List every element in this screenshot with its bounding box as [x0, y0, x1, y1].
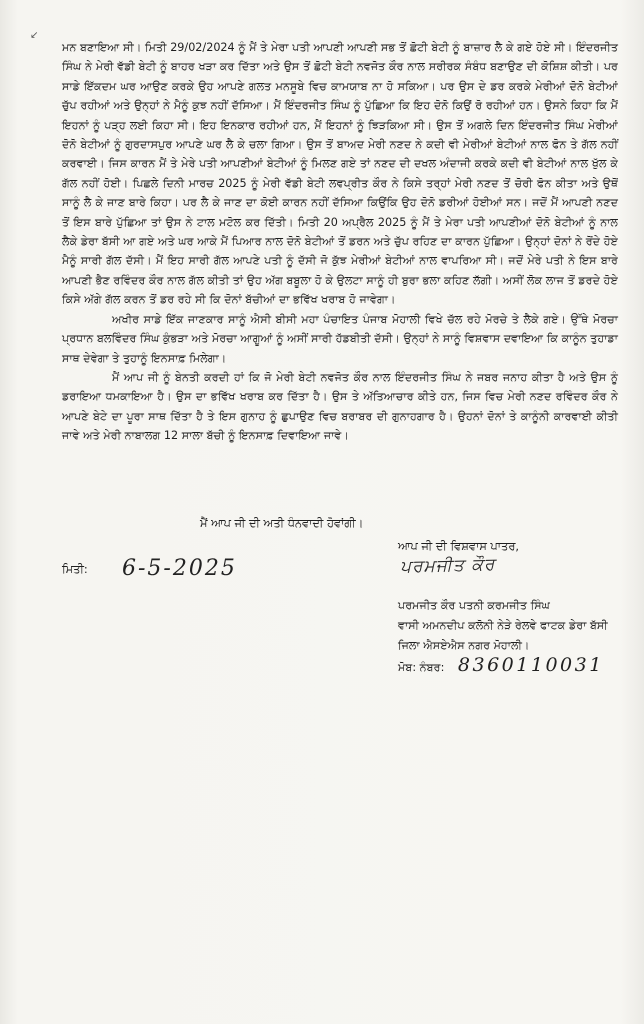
yours-faithfully: ਆਪ ਜੀ ਦੀ ਵਿਸ਼ਵਾਸ ਪਾਤਰ, — [398, 539, 519, 553]
sender-block — [398, 596, 628, 656]
closing-line: ਮੈਂ ਆਪ ਜੀ ਦੀ ਅਤੀ ਧੰਨਵਾਦੀ ਹੋਵਾਂਗੀ। — [200, 516, 364, 530]
sender-address-2: ਜਿਲਾ ਐਸਏਐਸ ਨਗਰ ਮੋਹਾਲੀ। — [398, 639, 530, 652]
mobile-label: ਮੋਬ: ਨੰਬਰ: — [398, 661, 445, 674]
handwritten-date: 6-5-2025 — [122, 556, 237, 581]
letter-body — [62, 38, 618, 446]
paragraph-3: ਮੈਂ ਆਪ ਜੀ ਨੂੰ ਬੇਨਤੀ ਕਰਦੀ ਹਾਂ ਕਿ ਜੋ ਮੇਰੀ ਬੇਟੀ ਨਵਜੋਤ ਕੌਰ ਨਾਲ ਇੰਦਰਜੀਤ ਸਿੰਘ ਨੇ ਜਬਰ ਜਨਾਹ ਕੀਤਾ ਹੈ ਅਤੇ ਉਸ ਨੂੰ ਡਰਾਇਆ ਧਮਕਾਇਆ ਹੈ। ਉਸ ਦਾ ਭਵਿੱਖ ਖਰਾਬ ਕਰ ਦਿੱਤਾ ਹੈ। ਉਸ ਤੇ ਅੱਤਿਆਚਾਰ ਕੀਤੇ ਹਨ, ਜਿਸ ਵਿਚ ਮੇਰੀ ਨਣਦ ਰਵਿੰਦਰ ਕੌਰ ਨੇ ਆਪਣੇ ਬੇਟੇ ਦਾ ਪੂਰਾ ਸਾਥ ਦਿੱਤਾ ਹੈ ਤੇ ਇਸ ਗੁਨਾਹ ਨੂੰ ਛੁਪਾਉਣ ਵਿਚ ਬਰਾਬਰ ਦੀ ਗੁਨਾਹਗਾਰ ਹੈ। ਉਹਨਾਂ ਦੋਨਾਂ ਤੇ ਕਾਨੂੰਨੀ ਕਾਰਵਾਈ ਕੀਤੀ ਜਾਵੇ ਅਤੇ ਮੇਰੀ ਨਾਬਾਲਗ 12 ਸਾਲਾ ਬੱਚੀ ਨੂੰ ਇਨਸਾਫ਼ ਦਿਵਾਇਆ ਜਾਵੇ। — [62, 370, 618, 443]
date-label: ਮਿਤੀ: — [62, 562, 88, 576]
margin-mark: ↙ — [30, 30, 39, 41]
paragraph-2: ਅਖੀਰ ਸਾਡੇ ਇੱਕ ਜਾਣਕਾਰ ਸਾਨੂੰ ਐਸੀ ਬੀਸੀ ਮਹਾ ਪੰਚਾਇਤ ਪੰਜਾਬ ਮੋਹਾਲੀ ਵਿਖੇ ਚੱਲ ਰਹੇ ਮੋਰਚੇ ਤੇ ਲੈਕੇ ਗਏ। ਉੱਥੇ ਮੋਰਚਾ ਪ੍ਰਧਾਨ ਬਲਵਿੰਦਰ ਸਿੰਘ ਕੁੰਭੜਾ ਅਤੇ ਮੋਰਚਾ ਆਗੂਆਂ ਨੂੰ ਅਸੀਂ ਸਾਰੀ ਹੱਡਬੀਤੀ ਦੱਸੀ। ਉਨ੍ਹਾਂ ਨੇ ਸਾਨੂੰ ਵਿਸ਼ਵਾਸ ਦਵਾਇਆ ਕਿ ਕਾਨੂੰਨ ਤੁਹਾਡਾ ਸਾਥ ਦੇਵੇਗਾ ਤੇ ਤੁਹਾਨੂੰ ਇਨਸਾਫ਼ ਮਿਲੇਗਾ। — [62, 312, 618, 365]
mobile-number: 8360110031 — [457, 654, 604, 676]
sender-name: ਪਰਮਜੀਤ ਕੌਰ ਪਤਨੀ ਕਰਮਜੀਤ ਸਿੰਘ — [398, 599, 551, 612]
mobile-row — [398, 654, 604, 676]
paragraph-1: ਮਨ ਬਣਾਇਆ ਸੀ। ਮਿਤੀ 29/02/2024 ਨੂੰ ਮੈਂ ਤੇ ਮੇਰਾ ਪਤੀ ਆਪਣੀ ਆਪਣੀ ਸਭ ਤੋਂ ਛੋਟੀ ਬੇਟੀ ਨੂੰ ਬਾਜ਼ਾਰ ਲੈ ਕੇ ਗਏ ਹੋਏ ਸੀ। ਇੰਦਰਜੀਤ ਸਿੰਘ ਨੇ ਮੇਰੀ ਵੱਡੀ ਬੇਟੀ ਨੂੰ ਬਾਹਰ ਖੜਾ ਕਰ ਦਿੱਤਾ ਅਤੇ ਉਸ ਤੋਂ ਛੋਟੀ ਬੇਟੀ ਨਵਜੋਤ ਕੌਰ ਨਾਲ ਸਰੀਰਕ ਸੰਬੰਧ ਬਣਾਉਣ ਦੀ ਕੋਸ਼ਿਸ਼ ਕੀਤੀ। ਪਰ ਸਾਡੇ ਇੱਕਦਮ ਘਰ ਆਉਣ ਕਰਕੇ ਉਹ ਆਪਣੇ ਗਲਤ ਮਨਸੂਬੇ ਵਿਚ ਕਾਮਯਾਬ ਨਾ ਹੋ ਸਕਿਆ। ਪਰ ਉਸ ਦੇ ਡਰ ਕਰਕੇ ਮੇਰੀਆਂ ਦੋਨੋ ਬੇਟੀਆਂ ਚੁੱਪ ਰਹੀਆਂ ਅਤੇ ਉਨ੍ਹਾਂ ਨੇ ਮੈਨੂੰ ਕੁਝ ਨਹੀਂ ਦੱਸਿਆ। ਮੈਂ ਇੰਦਰਜੀਤ ਸਿੰਘ ਨੂੰ ਪੁੱਛਿਆ ਕਿ ਇਹ ਦੋਨੋ ਕਿਉਂ ਰੋ ਰਹੀਆਂ ਹਨ। ਉਸਨੇ ਕਿਹਾ ਕਿ ਮੈਂ ਇਹਨਾਂ ਨੂੰ ਪੜ੍ਹ ਲਈ ਕਿਹਾ ਸੀ। ਇਹ ਇਨਕਾਰ ਰਹੀਆਂ ਹਨ, ਮੈਂ ਇਹਨਾਂ ਨੂੰ ਝਿੜਕਿਆ ਸੀ। ਉਸ ਤੋਂ ਅਗਲੇ ਦਿਨ ਇੰਦਰਜੀਤ ਸਿੰਘ ਮੇਰੀਆਂ ਦੋਨੋ ਬੇਟੀਆਂ ਨੂੰ ਗੁਰਦਾਸਪੁਰ ਆਪਣੇ ਘਰ ਲੈ ਕੇ ਚਲਾ ਗਿਆ। ਉਸ ਤੋਂ ਬਾਅਦ ਮੇਰੀ ਨਣਦ ਨੇ ਕਦੀ ਵੀ ਮੇਰੀਆਂ ਬੇਟੀਆਂ ਨਾਲ ਫੋਨ ਤੇ ਗੱਲ ਨਹੀਂ ਕਰਵਾਈ। ਜਿਸ ਕਾਰਨ ਮੈਂ ਤੇ ਮੇਰੇ ਪਤੀ ਆਪਣੀਆਂ ਬੇਟੀਆਂ ਨੂੰ ਮਿਲਣ ਗਏ ਤਾਂ ਨਣਦ ਦੀ ਦਖਲ ਅੰਦਾਜੀ ਕਰਕੇ ਕਦੀ ਵੀ ਬੇਟੀਆਂ ਨਾਲ ਖੁੱਲ ਕੇ ਗੱਲ ਨਹੀਂ ਹੋਈ। ਪਿਛਲੇ ਦਿਨੀ ਮਾਰਚ 2025 ਨੂੰ ਮੇਰੀ ਵੱਡੀ ਬੇਟੀ ਲਵਪ੍ਰੀਤ ਕੌਰ ਨੇ ਕਿਸੇ ਤਰ੍ਹਾਂ ਮੇਰੀ ਨਣਦ ਤੋਂ ਚੋਰੀ ਫੋਨ ਕੀਤਾ ਅਤੇ ਉਥੋਂ ਸਾਨੂੰ ਲੈ ਕੇ ਜਾਣ ਬਾਰੇ ਕਿਹਾ। ਪਰ ਲੈ ਕੇ ਜਾਣ ਦਾ ਕੋਈ ਕਾਰਨ ਨਹੀਂ ਦੱਸਿਆ ਕਿਉਂਕਿ ਉਹ ਦੋਨੋ ਡਰੀਆਂ ਹੋਈਆਂ ਸਨ। ਜਦੋਂ ਮੈਂ ਆਪਣੀ ਨਣਦ ਤੋਂ ਇਸ ਬਾਰੇ ਪੁੱਛਿਆ ਤਾਂ ਉਸ ਨੇ ਟਾਲ ਮਟੋਲ ਕਰ ਦਿੱਤੀ। ਮਿਤੀ 20 ਅਪ੍ਰੈਲ 2025 ਨੂੰ ਮੈਂ ਤੇ ਮੇਰਾ ਪਤੀ ਆਪਣੀਆਂ ਦੋਨੋ ਬੇਟੀਆਂ ਨੂੰ ਨਾਲ ਲੈਕੇ ਡੇਰਾ ਬੱਸੀ ਆ ਗਏ ਅਤੇ ਘਰ ਆਕੇ ਮੈਂ ਪਿਆਰ ਨਾਲ ਦੋਨੋ ਬੇਟੀਆਂ ਤੋਂ ਡਰਨ ਅਤੇ ਚੁੱਪ ਰਹਿਣ ਦਾ ਕਾਰਨ ਪੁੱਛਿਆ। ਉਨ੍ਹਾਂ ਦੋਨਾਂ ਨੇ ਰੋਂਦੇ ਹੋਏ ਮੈਨੂੰ ਸਾਰੀ ਗੱਲ ਦੱਸੀ। ਮੈਂ ਇਹ ਸਾਰੀ ਗੱਲ ਆਪਣੇ ਪਤੀ ਨੂੰ ਦੱਸੀ ਜੋ ਕੁੱਝ ਮੇਰੀਆਂ ਬੇਟੀਆਂ ਨਾਲ ਵਾਪਰਿਆ ਸੀ। ਜਦੋਂ ਮੇਰੇ ਪਤੀ ਨੇ ਇਸ ਬਾਰੇ ਆਪਣੀ ਭੈਣ ਰਵਿੰਦਰ ਕੌਰ ਨਾਲ ਗੱਲ ਕੀਤੀ ਤਾਂ ਉਹ ਅੱਗ ਬਬੂਲਾ ਹੋ ਕੇ ਉਲਟਾ ਸਾਨੂੰ ਹੀ ਬੁਰਾ ਭਲਾ ਕਹਿਣ ਲੱਗੀ। ਅਸੀਂ ਲੋਕ ਲਾਜ ਤੋਂ ਡਰਦੇ ਹੋਏ ਕਿਸੇ ਅੱਗੇ ਗੱਲ ਕਰਨ ਤੋਂ ਡਰ ਰਹੇ ਸੀ ਕਿ ਦੋਨਾਂ ਬੱਚੀਆਂ ਦਾ ਭਵਿੱਖ ਖਰਾਬ ਹੋ ਜਾਵੇਗਾ। — [62, 41, 618, 307]
handwritten-signature: ਪਰਮਜੀਤ ਕੌਰ — [399, 554, 496, 578]
sender-address-1: ਵਾਸੀ ਅਮਨਦੀਪ ਕਲੋਨੀ ਨੇੜੇ ਰੇਲਵੇ ਫਾਟਕ ਡੇਰਾ ਬੱਸੀ — [398, 619, 608, 632]
